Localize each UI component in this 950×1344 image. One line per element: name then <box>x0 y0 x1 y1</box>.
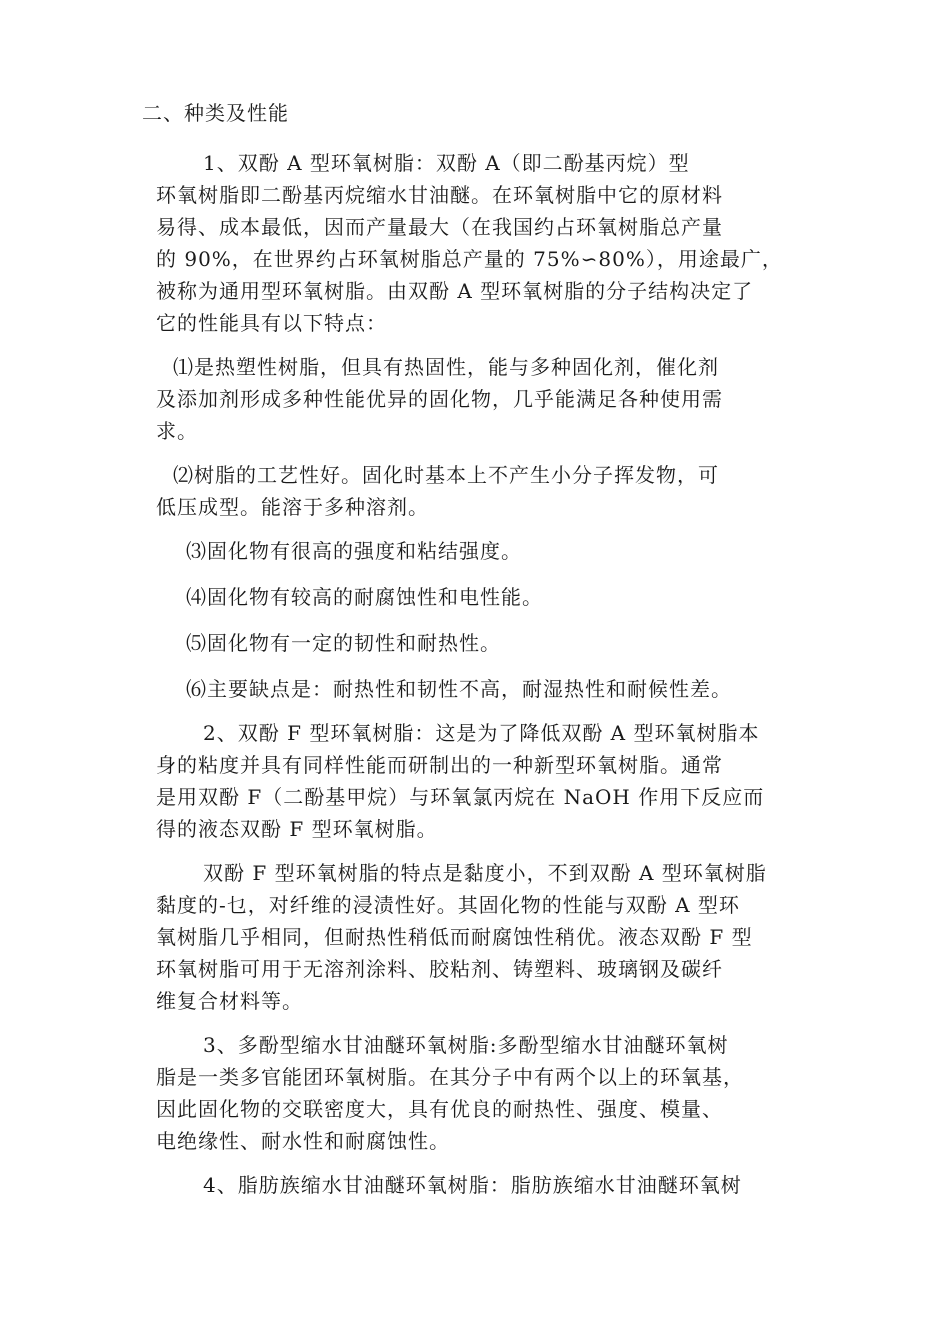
text-line: ⑴是热塑性树脂，但具有热固性，能与多种固化剂，催化剂 <box>173 355 719 379</box>
text-line: 2、双酚 F 型环氧树脂：这是为了降低双酚 A 型环氧树脂本 <box>203 721 760 745</box>
text-line: 易得、成本最低，因而产量最大（在我国约占环氧树脂总产量 <box>156 215 723 239</box>
text-line: 双酚 F 型环氧树脂的特点是黏度小，不到双酚 A 型环氧树脂 <box>203 861 767 885</box>
text-line: 1、双酚 A 型环氧树脂：双酚 A（即二酚基丙烷）型 <box>203 151 690 175</box>
text-line: ⑷固化物有较高的耐腐蚀性和电性能。 <box>186 585 543 609</box>
text-line: 被称为通用型环氧树脂。由双酚 A 型环氧树脂的分子结构决定了 <box>156 279 754 303</box>
text-line: ⑵树脂的工艺性好。固化时基本上不产生小分子挥发物，可 <box>173 463 719 487</box>
text-line: 4、脂肪族缩水甘油醚环氧树脂：脂肪族缩水甘油醚环氧树 <box>203 1173 742 1197</box>
text-line: ⑹主要缺点是：耐热性和韧性不高，耐湿热性和耐候性差。 <box>186 677 732 701</box>
text-line: 求。 <box>156 419 198 443</box>
text-line: 的 90%，在世界约占环氧树脂总产量的 75%∽80%），用途最广， <box>156 247 783 271</box>
section-heading: 二、种类及性能 <box>142 101 289 125</box>
text-line: ⑸固化物有一定的韧性和耐热性。 <box>186 631 501 655</box>
text-line: 黏度的-乜，对纤维的浸渍性好。其固化物的性能与双酚 A 型环 <box>156 893 740 917</box>
text-line: 身的粘度并具有同样性能而研制出的一种新型环氧树脂。通常 <box>156 753 723 777</box>
text-line: 得的液态双酚 F 型环氧树脂。 <box>156 817 438 841</box>
text-line: 环氧树脂可用于无溶剂涂料、胶粘剂、铸塑料、玻璃钢及碳纤 <box>156 957 723 981</box>
text-line: 维复合材料等。 <box>156 989 303 1013</box>
text-line: 是用双酚 F（二酚基甲烷）与环氧氯丙烷在 NaOH 作用下反应而 <box>156 785 765 809</box>
text-line: 及添加剂形成多种性能优异的固化物，几乎能满足各种使用需 <box>156 387 723 411</box>
text-line: ⑶固化物有很高的强度和粘结强度。 <box>186 539 522 563</box>
text-line: 电绝缘性、耐水性和耐腐蚀性。 <box>156 1129 450 1153</box>
text-line: 低压成型。能溶于多种溶剂。 <box>156 495 429 519</box>
text-line: 脂是一类多官能团环氧树脂。在其分子中有两个以上的环氧基， <box>156 1065 744 1089</box>
text-line: 它的性能具有以下特点： <box>156 311 387 335</box>
text-line: 环氧树脂即二酚基丙烷缩水甘油醚。在环氧树脂中它的原材料 <box>156 183 723 207</box>
text-line: 氧树脂几乎相同，但耐热性稍低而耐腐蚀性稍优。液态双酚 F 型 <box>156 925 753 949</box>
text-line: 3、多酚型缩水甘油醚环氧树脂:多酚型缩水甘油醚环氧树 <box>203 1033 729 1057</box>
text-line: 因此固化物的交联密度大，具有优良的耐热性、强度、模量、 <box>156 1097 723 1121</box>
